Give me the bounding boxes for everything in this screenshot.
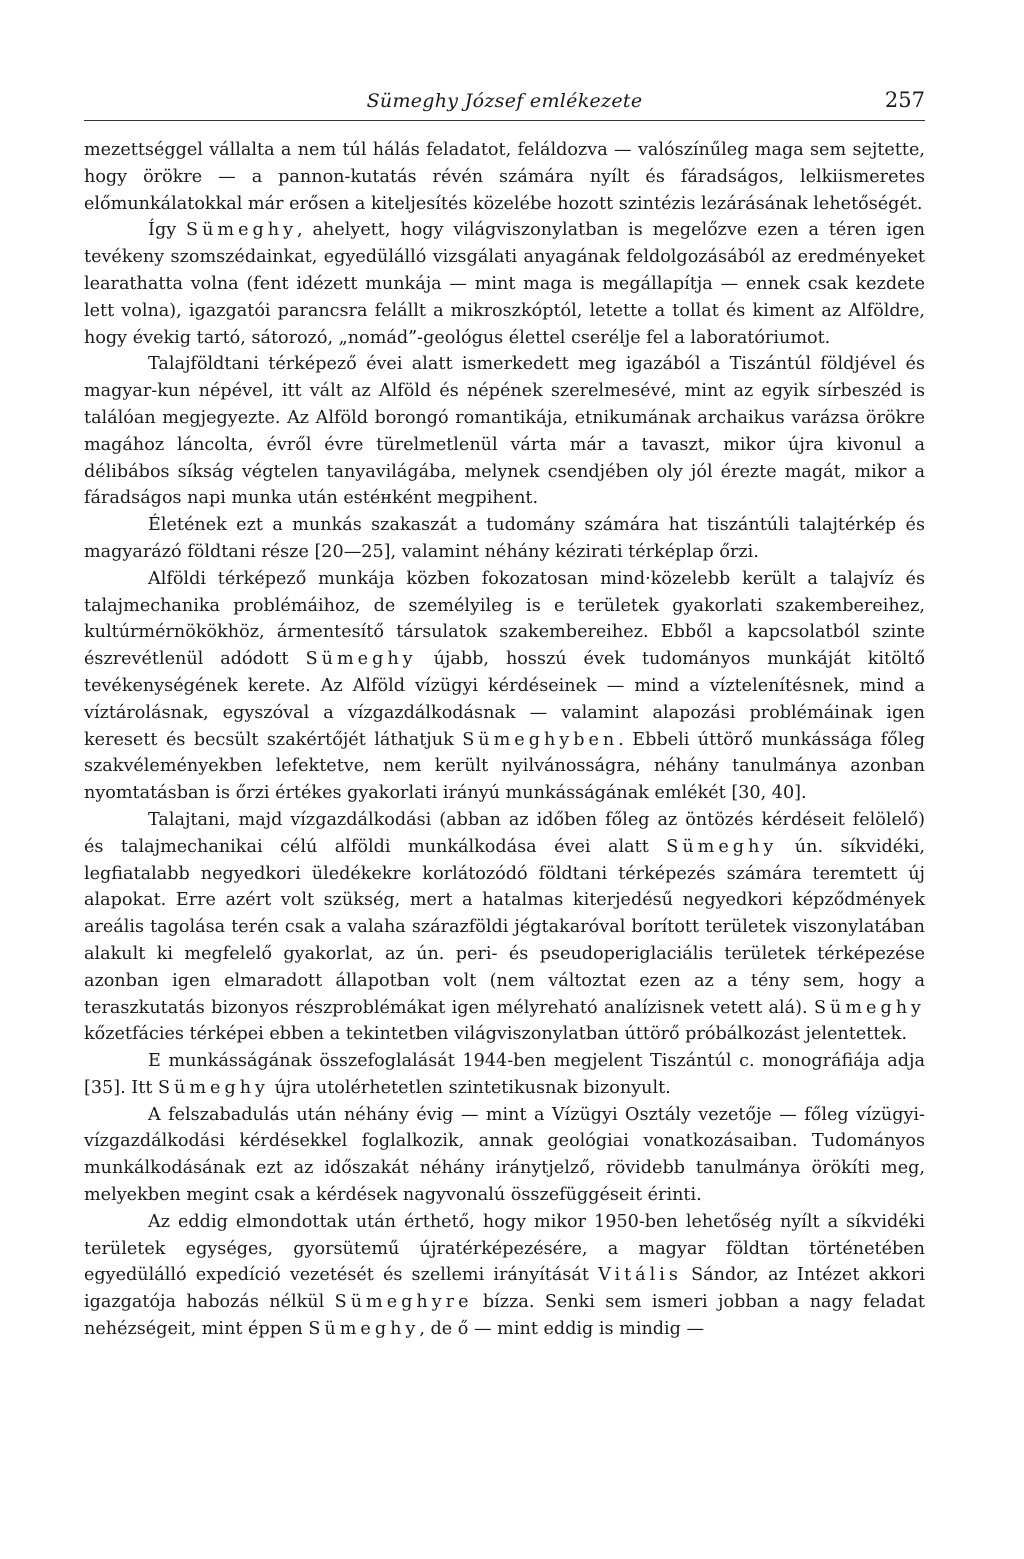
paragraph-p4 xyxy=(84,512,925,566)
paragraph-text: mezettséggel vállalta a nem túl hálás feladatot, feláldozva — valószínűleg maga sem sejtette, hogy örökre — a pannon-kutatás révén számára nyílt és fáradságos, lelkiismeretes előmunkálatokkal már erősen a kiteljesítés közelébe hozott szintézis lezárásának lehetőségét. xyxy=(84,140,925,214)
paragraph-text: E munkásságának összefoglalását 1944-ben megjelent Tiszántúl c. monográfiája adja [35]. Itt xyxy=(84,1051,925,1098)
paragraph-text: újabb, hosszú évek tudományos munkáját kitöltő tevékenységének kerete. Az Alföld vízügyi kérdéseinek — mind a víztelenítésnek, mind a víztárolásnak, egyszóval a vízgazdálkodásnak — valamint alapozási problémáinak igen keresett és becsült szakértőjét láthatjuk xyxy=(84,649,925,750)
paragraph-text: Talajtani, majd vízgazdálkodási (abban az időben főleg az öntözés kérdéseit felölelő) és talajmechanikai célú alföldi munkálkodása évei alatt xyxy=(84,809,925,857)
paragraph-p9 xyxy=(84,1209,925,1343)
paragraph-text: , ahelyett, hogy világviszonylatban is megelőzve ezen a téren igen tevékeny szomszédainkat, egyedülálló vizsgálati anyagának feldolgozásából az eredményeket learathatta volna (fent idézett munkája — mint maga is megállapítja — ennek csak kezdete lett volna), igazgatói parancsra felállt a mikroszkóptól, letette a tollat és kiment az Alföldre, hogy évekig tartó, sátorozó, „nomád”-geológus élettel cserélje fel a laboratóriumot. xyxy=(84,220,925,348)
paragraph-text: . Ebbeli úttörő munkássága főleg szakvéleményekben lefektetve, nem került nyilvánosságra, néhány tanulmánya azonban nyomtatásban is őrzi értékes gyakorlati irányú munkásságának emlékét [30, 40]. xyxy=(84,729,925,804)
spaced-name: Sümeghyre xyxy=(334,1292,473,1313)
paragraph-text: bízza. Senki sem ismeri jobban a nagy feladat nehézségeit, mint éppen xyxy=(84,1292,925,1340)
paragraph-text: Így xyxy=(148,220,187,241)
paragraph-p3 xyxy=(84,351,925,512)
paragraph-text: Talajföldtani térképező évei alatt ismerkedett meg igazából a Tiszántúl földjével és magyar-kun népével, itt vált az Alföld és népének szerelmesévé, mint az egyik sírbeszéd is találóan megjegyezte. Az Alföld borongó romantikája, etnikumának archaikus varázsa örökre magához láncolta, évről évre türelmetlenül várta már a tavaszt, mikor újra kivonul a délibábos síkság végtelen tanyavilágába, melynek csendjében oly jól érezte magát, mikor a fáradságos napi munka után estéнként megpihent. xyxy=(84,354,925,509)
paragraph-text: A felszabadulás után néhány évig — mint a Vízügyi Osztály vezetője — főleg vízügyi-vízgazdálkodási kérdésekkel foglalkozik, annak geológiai vonatkozásaiban. Tudományos munkálkodásának ezt az időszakát néhány iránytjelző, rövidebb tanulmánya örökíti meg, melyekben megint csak a kérdések nagyvonalú összefüggéseit érinti. xyxy=(84,1104,925,1206)
paragraph-text: Életének ezt a munkás szakaszát a tudomány számára hat tiszántúli talajtérkép és magyarázó földtani része [20—25], valamint néhány kézirati térképlap őrzi. xyxy=(84,515,925,562)
spaced-name: Sümeghy xyxy=(157,1077,269,1098)
paragraph-text: Az eddig elmondottak után érthető, hogy mikor 1950-ben lehetőség nyílt a síkvidéki területek egységes, gyorsütemű újratérképezésére, a magyar földtan történetében egyedülálló expedíció vezetését és szellemi irányítását xyxy=(84,1211,925,1286)
paragraph-text: , de ő — mint eddig is mindig — xyxy=(419,1319,705,1340)
spaced-name: Vitális xyxy=(598,1265,682,1286)
paragraph-text: újra utolérhetetlen szintetikusnak bizonyult. xyxy=(269,1077,671,1098)
spaced-name: Sümeghy xyxy=(305,649,417,670)
paragraph-p1 xyxy=(84,137,925,217)
paragraph-p7 xyxy=(84,1048,925,1102)
paragraph-p2 xyxy=(84,217,925,351)
spaced-name: Sümeghy xyxy=(813,997,925,1018)
book-page xyxy=(84,84,925,1343)
spaced-name: Sümeghyben xyxy=(462,729,619,750)
paragraph-text: Alföldi térképező munkája közben fokozatosan mind·közelebb került a talajvíz és talajmechanika problémáihoz, de személyileg is e területek gyakorlati szakembereihez, kultúrmérnökökhöz, ármentesítő társulatok szakembereihez. Ebből a kapcsolatból szinte észrevétlenül adódott xyxy=(84,568,925,670)
running-header xyxy=(84,84,925,121)
page-number: 257 xyxy=(884,88,925,112)
running-title: Sümeghy József emlékezete xyxy=(366,90,643,112)
paragraph-p5 xyxy=(84,566,925,807)
paragraph-text: ún. síkvidéki, legfiatalabb negyedkori üledékekre korlátozódó földtani térképezés számára teremtett új alapokat. Erre azért volt szükség, mert a hatalmas kiterjedésű negyedkori képződmények areális tagolása terén csak a valaha szárazföldi jégtakaróval borított területek viszonylatában alakult ki megfelelő gyakorlat, az ún. peri- és pseudoperiglaciális területek térképezése azonban igen elmaradott állapotban volt (nem változtat ezen az a tény sem, hogy a teraszkutatás bizonyos részproblémákat igen mélyreható analízisnek vetett alá). xyxy=(84,836,925,1018)
paragraph-text: kőzetfácies térképei ebben a tekintetben világviszonylatban úttörő próbálkozást jelentettek. xyxy=(84,1024,908,1045)
paragraph-p8 xyxy=(84,1102,925,1209)
spaced-name: Sümeghy xyxy=(666,836,778,857)
body-text xyxy=(84,137,925,1343)
spaced-name: Sümeghy xyxy=(186,220,298,241)
paragraph-p6 xyxy=(84,807,925,1048)
paragraph-text: Sándor, az Intézet akkori igazgatója habozás nélkül xyxy=(84,1265,925,1313)
spaced-name: Sümeghy xyxy=(308,1319,420,1340)
